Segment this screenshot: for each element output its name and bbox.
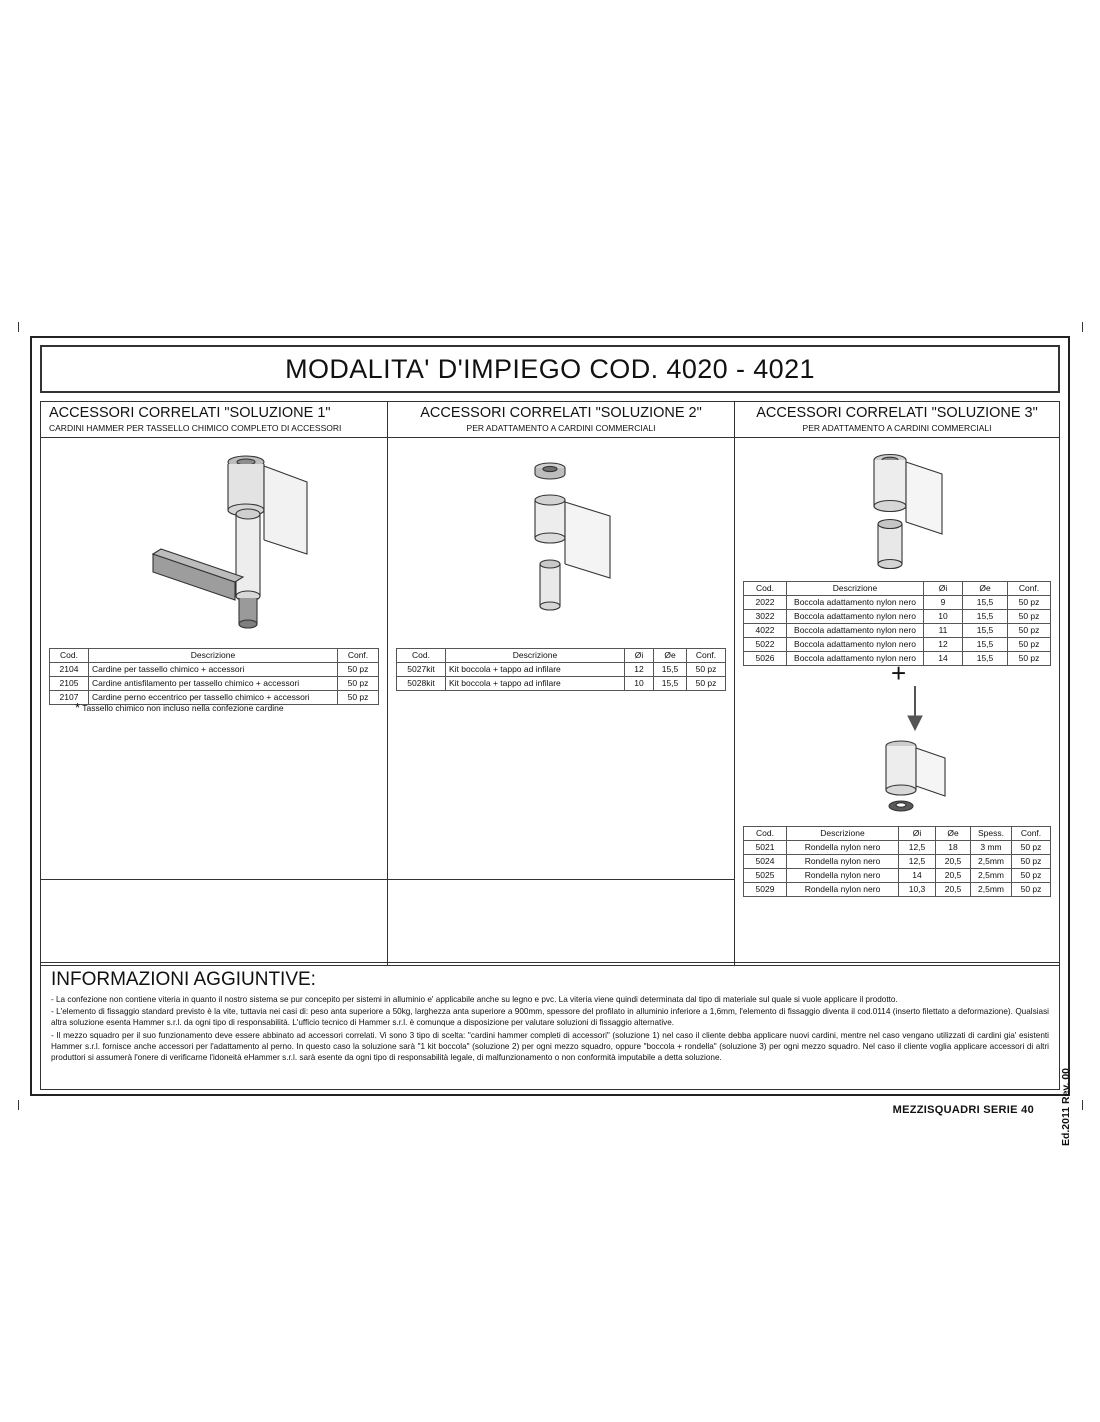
cell-di: 11 xyxy=(924,624,963,638)
table-row xyxy=(744,638,1051,652)
table-row xyxy=(744,855,1051,869)
col-header-de: Øe xyxy=(963,582,1008,596)
solution-2-subheading: PER ADATTAMENTO A CARDINI COMMERCIALI xyxy=(466,423,656,433)
solution-1-header xyxy=(41,402,387,438)
solution-1-drawing xyxy=(131,448,361,638)
cell-spess: 2,5mm xyxy=(971,869,1012,883)
table-row xyxy=(397,677,726,691)
col-header-conf: Conf. xyxy=(687,649,726,663)
cell-code: 2107 xyxy=(50,691,89,705)
cell-conf: 50 pz xyxy=(1012,855,1051,869)
col-header-descrizione: Descrizione xyxy=(787,582,924,596)
cell-description: Kit boccola + tappo ad infilare xyxy=(446,677,625,691)
cell-description: Kit boccola + tappo ad infilare xyxy=(446,663,625,677)
solution-3-washer-table xyxy=(743,826,1051,897)
cell-description: Cardine antisfilamento per tassello chimico + accessori xyxy=(89,677,338,691)
cell-conf: 50 pz xyxy=(1008,624,1051,638)
cell-di: 14 xyxy=(924,652,963,666)
cell-code: 5021 xyxy=(744,841,787,855)
solution-2-body xyxy=(388,438,734,1001)
info-heading: INFORMAZIONI AGGIUNTIVE: xyxy=(51,969,316,990)
cell-description: Rondella nylon nero xyxy=(787,883,899,897)
cell-conf: 50 pz xyxy=(338,677,379,691)
cell-description: Boccola adattamento nylon nero xyxy=(787,596,924,610)
col-header-descrizione: Descrizione xyxy=(787,827,899,841)
asterisk-icon: * xyxy=(75,700,81,715)
solution-3-bushing-table xyxy=(743,581,1051,666)
cell-conf: 50 pz xyxy=(687,663,726,677)
col-header-di: Øi xyxy=(625,649,654,663)
cell-description: Rondella nylon nero xyxy=(787,841,899,855)
table-header-row xyxy=(744,827,1051,841)
cell-spess: 2,5mm xyxy=(971,883,1012,897)
col-header-de: Øe xyxy=(936,827,971,841)
cell-code: 5022 xyxy=(744,638,787,652)
cell-code: 5028kit xyxy=(397,677,446,691)
cell-code: 4022 xyxy=(744,624,787,638)
cell-conf: 50 pz xyxy=(1012,869,1051,883)
col-header-conf: Conf. xyxy=(1008,582,1051,596)
cell-de: 15,5 xyxy=(963,610,1008,624)
cell-de: 15,5 xyxy=(654,677,687,691)
cell-de: 15,5 xyxy=(963,596,1008,610)
cell-code: 5027kit xyxy=(397,663,446,677)
table-row xyxy=(744,624,1051,638)
col-header-de: Øe xyxy=(654,649,687,663)
cell-conf: 50 pz xyxy=(687,677,726,691)
solution-3-washer-drawing xyxy=(861,734,981,818)
solution-1-subheading: CARDINI HAMMER PER TASSELLO CHIMICO COMPLETO DI ACCESSORI xyxy=(49,423,342,433)
solution-2-divider xyxy=(388,879,734,880)
solution-1-heading: ACCESSORI CORRELATI "SOLUZIONE 1" xyxy=(49,405,331,421)
table-row xyxy=(50,663,379,677)
info-paragraph-3: - Il mezzo squadro per il suo funzionamento deve essere abbinato ad accessori correlati. Vi sono 3 tipo di scelta: "cardini hammer completi di accessori" (soluzione 1) nel caso il cliente debba applicare nuovi cardini, mentre nel caso vengano utilizzati di cardini gia' esistenti Hammer s.r.l. fornisce anche accessori per l'adattamento al perno. In questo caso la soluzione sarà "1 kit boccola" (soluzione 2) per ogni mezzo squadro, oppure "boccola + rondella" (soluzione 3) per ogni mezzo squadro. Nel caso il cliente voglia applicare accessori di altri produttori si assumerà l'onere di verificarne l'idoneità eHammer s.r.l. sarà esente da ogni tipo di responsabilità legale, di malfunzionamento o non conformità imputabile a detta soluzione. xyxy=(51,1030,1049,1063)
solution-3-body xyxy=(735,438,1059,1001)
cell-di: 10 xyxy=(625,677,654,691)
info-paragraph-2: - L'elemento di fissaggio standard previsto è la vite, tuttavia nei casi di: peso anta superiore a 50kg, larghezza anta superiore a 900mm, spessore del profilato in alluminio inferiore a 1,6mm, l'elemento di fissaggio diventa il cod.0114 (inserto filettato a deformazione). Qualsiasi altra soluzione esenta Hammer s.r.l. da ogni tipo di responsabilità. L'ufficio tecnico di Hammer s.r.l. è comunque a disposizione per valutare soluzioni di fissaggio alternative. xyxy=(51,1007,1049,1028)
crop-mark-top-right xyxy=(1082,322,1083,332)
table-row xyxy=(397,663,726,677)
col-header-descrizione: Descrizione xyxy=(446,649,625,663)
down-arrow-icon xyxy=(903,686,927,732)
cell-description: Boccola adattamento nylon nero xyxy=(787,638,924,652)
solution-3-bushing-drawing xyxy=(845,448,995,573)
cell-di: 12,5 xyxy=(899,855,936,869)
footer-series-label: MEZZISQUADRI SERIE 40 xyxy=(892,1104,1034,1116)
cell-code: 5029 xyxy=(744,883,787,897)
cell-code: 5025 xyxy=(744,869,787,883)
cell-di: 12,5 xyxy=(899,841,936,855)
solution-1-table xyxy=(49,648,379,705)
cell-di: 12 xyxy=(625,663,654,677)
solution-2-drawing xyxy=(488,452,688,632)
sheet-title-bar xyxy=(40,345,1060,393)
solution-2-panel xyxy=(387,401,735,966)
cell-code: 3022 xyxy=(744,610,787,624)
table-row xyxy=(744,610,1051,624)
cell-de: 20,5 xyxy=(936,855,971,869)
cell-description: Rondella nylon nero xyxy=(787,855,899,869)
cell-de: 20,5 xyxy=(936,869,971,883)
cell-description: Cardine perno eccentrico per tassello chimico + accessori xyxy=(89,691,338,705)
cell-conf: 50 pz xyxy=(1012,841,1051,855)
cell-de: 15,5 xyxy=(963,652,1008,666)
col-header-cod: Cod. xyxy=(744,582,787,596)
col-header-conf: Conf. xyxy=(1012,827,1051,841)
table-row xyxy=(50,677,379,691)
solutions-columns xyxy=(40,401,1060,966)
solution-3-panel xyxy=(734,401,1060,966)
cell-de: 15,5 xyxy=(654,663,687,677)
col-header-cod: Cod. xyxy=(50,649,89,663)
cell-description: Boccola adattamento nylon nero xyxy=(787,624,924,638)
cell-conf: 50 pz xyxy=(338,691,379,705)
table-row xyxy=(744,883,1051,897)
cell-description: Boccola adattamento nylon nero xyxy=(787,652,924,666)
crop-mark-bottom-right xyxy=(1082,1100,1083,1110)
crop-mark-bottom-left xyxy=(18,1100,19,1110)
cell-code: 2104 xyxy=(50,663,89,677)
plus-symbol: + xyxy=(891,658,907,688)
cell-description: Rondella nylon nero xyxy=(787,869,899,883)
cell-code: 5024 xyxy=(744,855,787,869)
col-header-cod: Cod. xyxy=(397,649,446,663)
cell-spess: 3 mm xyxy=(971,841,1012,855)
cell-di: 9 xyxy=(924,596,963,610)
cell-de: 15,5 xyxy=(963,624,1008,638)
cell-conf: 50 pz xyxy=(1008,652,1051,666)
solution-3-subheading: PER ADATTAMENTO A CARDINI COMMERCIALI xyxy=(802,423,992,433)
solution-1-divider xyxy=(41,879,387,880)
cell-di: 14 xyxy=(899,869,936,883)
cell-conf: 50 pz xyxy=(1012,883,1051,897)
cell-code: 2022 xyxy=(744,596,787,610)
col-header-di: Øi xyxy=(924,582,963,596)
cell-conf: 50 pz xyxy=(1008,638,1051,652)
cell-conf: 50 pz xyxy=(338,663,379,677)
solution-1-panel xyxy=(40,401,388,966)
cell-conf: 50 pz xyxy=(1008,610,1051,624)
cell-di: 10 xyxy=(924,610,963,624)
cell-conf: 50 pz xyxy=(1008,596,1051,610)
cell-description: Boccola adattamento nylon nero xyxy=(787,610,924,624)
page-title: MODALITA' D'IMPIEGO COD. 4020 - 4021 xyxy=(285,353,815,384)
solution-1-body xyxy=(41,438,387,1001)
col-header-conf: Conf. xyxy=(338,649,379,663)
solution-1-note-text: Tassello chimico non incluso nella confezione cardine xyxy=(82,703,284,713)
solution-1-note xyxy=(75,700,284,715)
cell-di: 10,3 xyxy=(899,883,936,897)
solution-2-heading: ACCESSORI CORRELATI "SOLUZIONE 2" xyxy=(420,405,702,421)
cell-code: 2105 xyxy=(50,677,89,691)
solution-3-heading: ACCESSORI CORRELATI "SOLUZIONE 3" xyxy=(756,405,1038,421)
table-row xyxy=(744,596,1051,610)
cell-description: Cardine per tassello chimico + accessori xyxy=(89,663,338,677)
cell-de: 15,5 xyxy=(963,638,1008,652)
solution-2-table xyxy=(396,648,726,691)
cell-de: 18 xyxy=(936,841,971,855)
table-header-row xyxy=(744,582,1051,596)
col-header-descrizione: Descrizione xyxy=(89,649,338,663)
revision-label: Ed.2011 Rev. 00 xyxy=(1060,1068,1072,1147)
table-row xyxy=(744,869,1051,883)
cell-code: 5026 xyxy=(744,652,787,666)
solution-2-header xyxy=(388,402,734,438)
col-header-spess: Spess. xyxy=(971,827,1012,841)
solution-3-header xyxy=(735,402,1059,438)
col-header-di: Øi xyxy=(899,827,936,841)
info-paragraph-1: - La confezione non contiene viteria in quanto il nostro sistema se pur concepito per sistemi in alluminio e' applicabile anche su legno e pvc. La viteria viene quindi determinata dal tipo di materiale sul quale si vuole applicare il prodotto. xyxy=(51,995,898,1004)
table-row xyxy=(744,841,1051,855)
drawing-sheet xyxy=(30,336,1072,1147)
table-header-row xyxy=(50,649,379,663)
additional-info-panel xyxy=(40,962,1060,1090)
cell-de: 20,5 xyxy=(936,883,971,897)
cell-di: 12 xyxy=(924,638,963,652)
cell-spess: 2,5mm xyxy=(971,855,1012,869)
col-header-cod: Cod. xyxy=(744,827,787,841)
table-header-row xyxy=(397,649,726,663)
crop-mark-top-left xyxy=(18,322,19,332)
